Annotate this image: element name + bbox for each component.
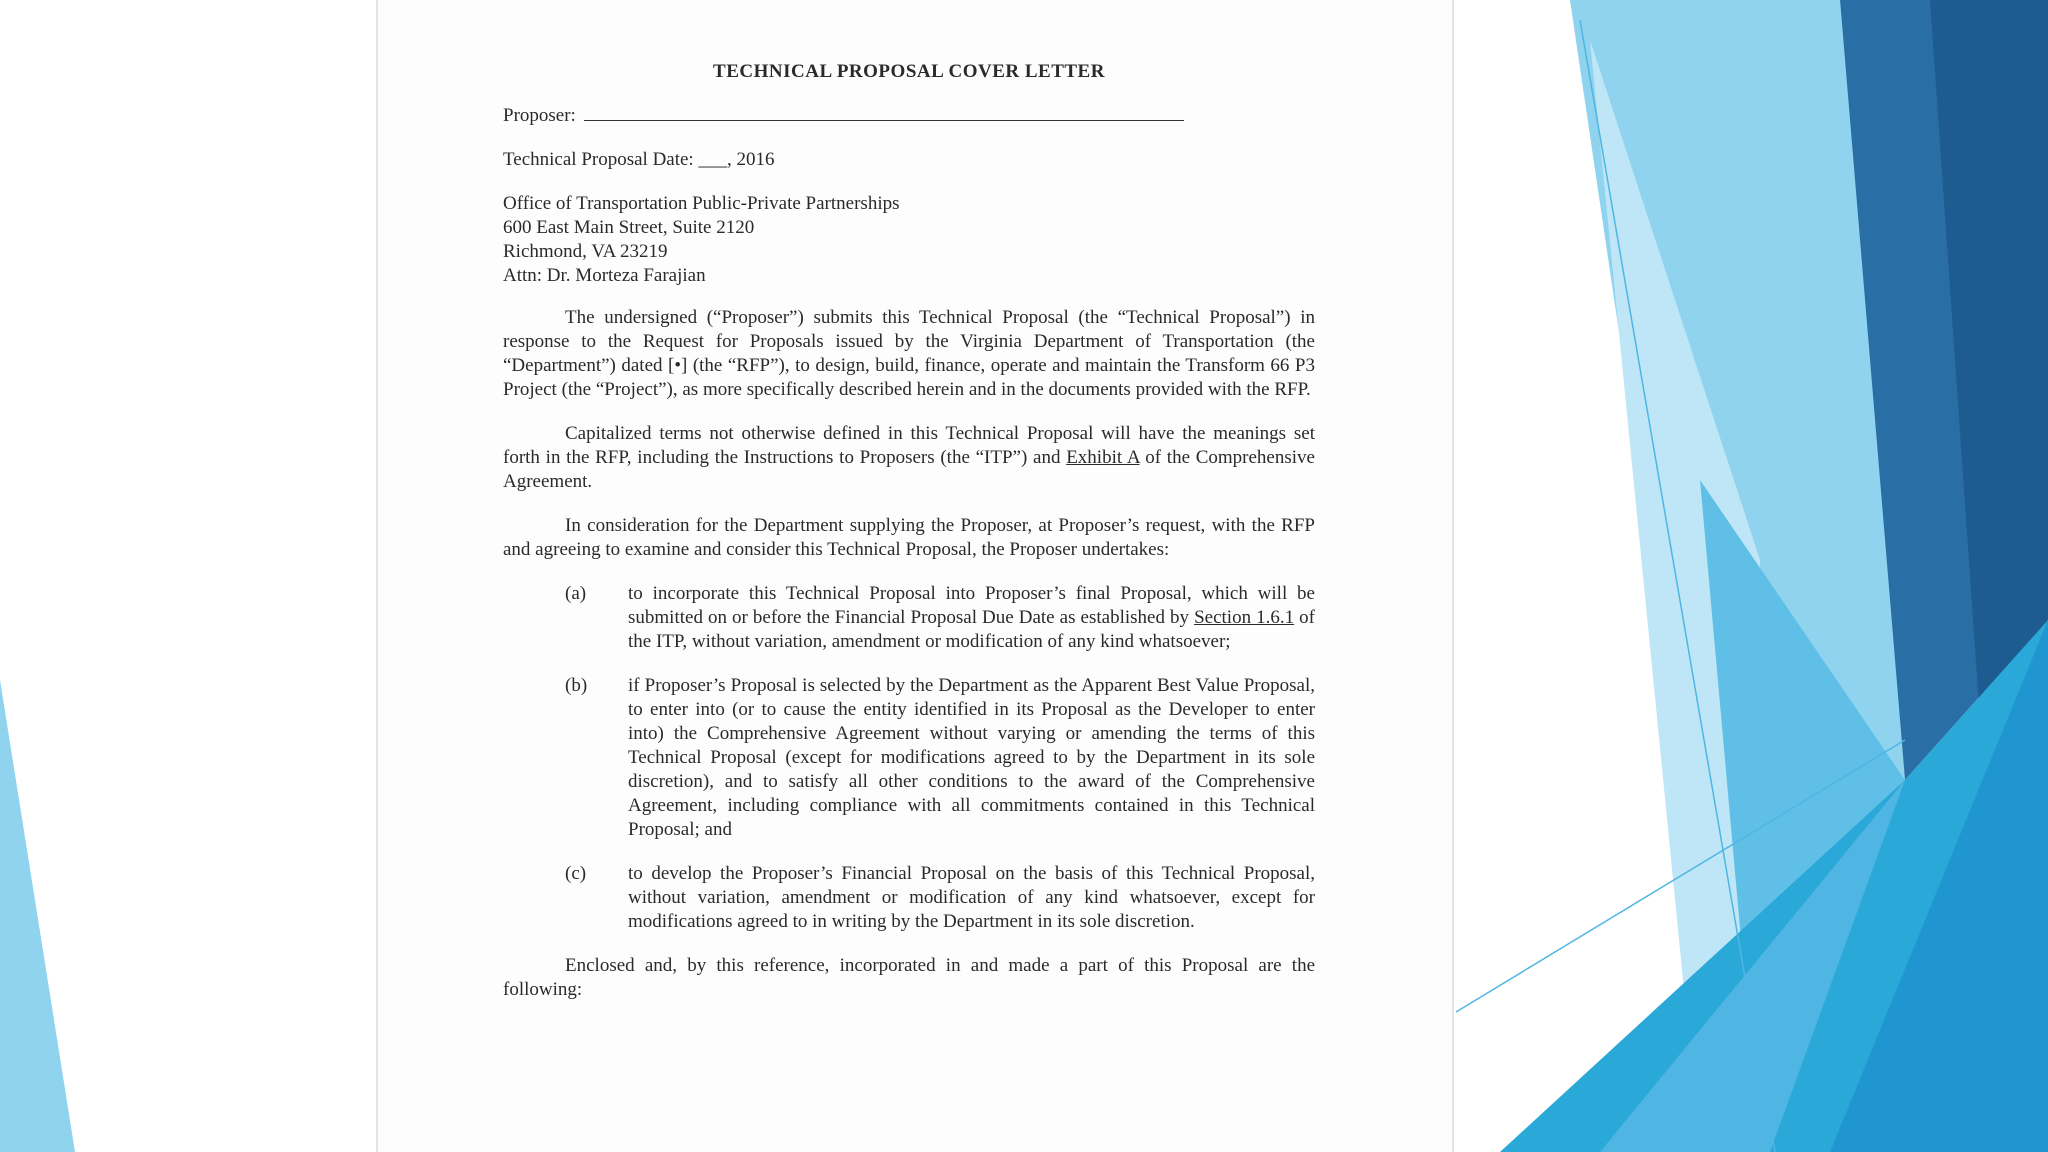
address-line: Richmond, VA 23219: [503, 241, 668, 262]
paragraph-definitions: [503, 422, 1315, 494]
section-reference: Section 1.6.1: [1194, 607, 1295, 628]
list-item-a-text-end: of the ITP, without variation, amendment or modification of any kind whatsoever;: [628, 607, 1316, 652]
paragraph-definitions-text: Capitalized terms not otherwise defined in this Technical Proposal will have the meanings set forth in the RFP, including the Instructions to Proposers (the “ITP”) and: [503, 423, 1315, 468]
proposer-label: Proposer:: [503, 105, 576, 126]
list-item-text: to develop the Proposer’s Financial Proposal on the basis of this Technical Proposal, without variation, amendment or modification of any kind whatsoever, except for modifications agreed to in writing by the Department in its sole discretion.: [628, 863, 1315, 932]
list-item-text: [628, 582, 1315, 654]
list-item-a: [565, 582, 1315, 654]
list-item-c: [565, 862, 1315, 934]
paragraph-consideration: In consideration for the Department supplying the Proposer, at Proposer’s request, with the RFP and agreeing to examine and consider this Technical Proposal, the Proposer undertakes:: [503, 515, 1315, 560]
proposal-date-line: Technical Proposal Date: ___, 2016: [503, 149, 775, 170]
document-page: [376, 0, 1454, 1152]
list-item-label: (c): [565, 863, 587, 884]
exhibit-a-reference: Exhibit A: [1066, 447, 1140, 468]
address-line: Attn: Dr. Morteza Farajian: [503, 265, 706, 286]
document-body: [503, 60, 1315, 1022]
address-line: Office of Transportation Public-Private Partnerships: [503, 193, 900, 214]
list-item-a-text: to incorporate this Technical Proposal into Proposer’s final Proposal, which will be submitted on or before the Financial Proposal Due Date as established by: [628, 583, 1315, 628]
list-item-text: if Proposer’s Proposal is selected by the Department as the Apparent Best Value Proposal, to enter into (or to cause the entity identified in its Proposal as the Developer to enter into) the Comprehensive Agreement without varying or amending the terms of this Technical Proposal (except for modifications agreed to by the Department in its sole discretion), and to satisfy all other conditions to the award of the Comprehensive Agreement, including compliance with all commitments contained in this Technical Proposal; and: [628, 675, 1315, 840]
paragraph-intro: The undersigned (“Proposer”) submits this Technical Proposal (the “Technical Proposal”) in response to the Request for Proposals issued by the Virginia Department of Transportation (the “Department”) dated [•] (the “RFP”), to design, build, finance, operate and maintain the Transform 66 P3 Project (the “Project”), as more specifically described herein and in the documents provided with the RFP.: [503, 307, 1315, 400]
left-accent-shape: [0, 680, 75, 1152]
document-title: TECHNICAL PROPOSAL COVER LETTER: [713, 61, 1105, 82]
paragraph-enclosures: Enclosed and, by this reference, incorporated in and made a part of this Proposal are the following:: [503, 955, 1315, 1000]
list-item-label: (b): [565, 675, 588, 696]
proposer-line: [503, 102, 1315, 128]
address-block: [503, 192, 1315, 288]
list-item-label: (a): [565, 583, 587, 604]
list-item-b: [565, 674, 1315, 842]
proposer-blank-field: [584, 102, 1184, 121]
paragraph-definitions-text-end: of the Comprehensive Agreement.: [503, 447, 1315, 492]
address-line: 600 East Main Street, Suite 2120: [503, 217, 755, 238]
